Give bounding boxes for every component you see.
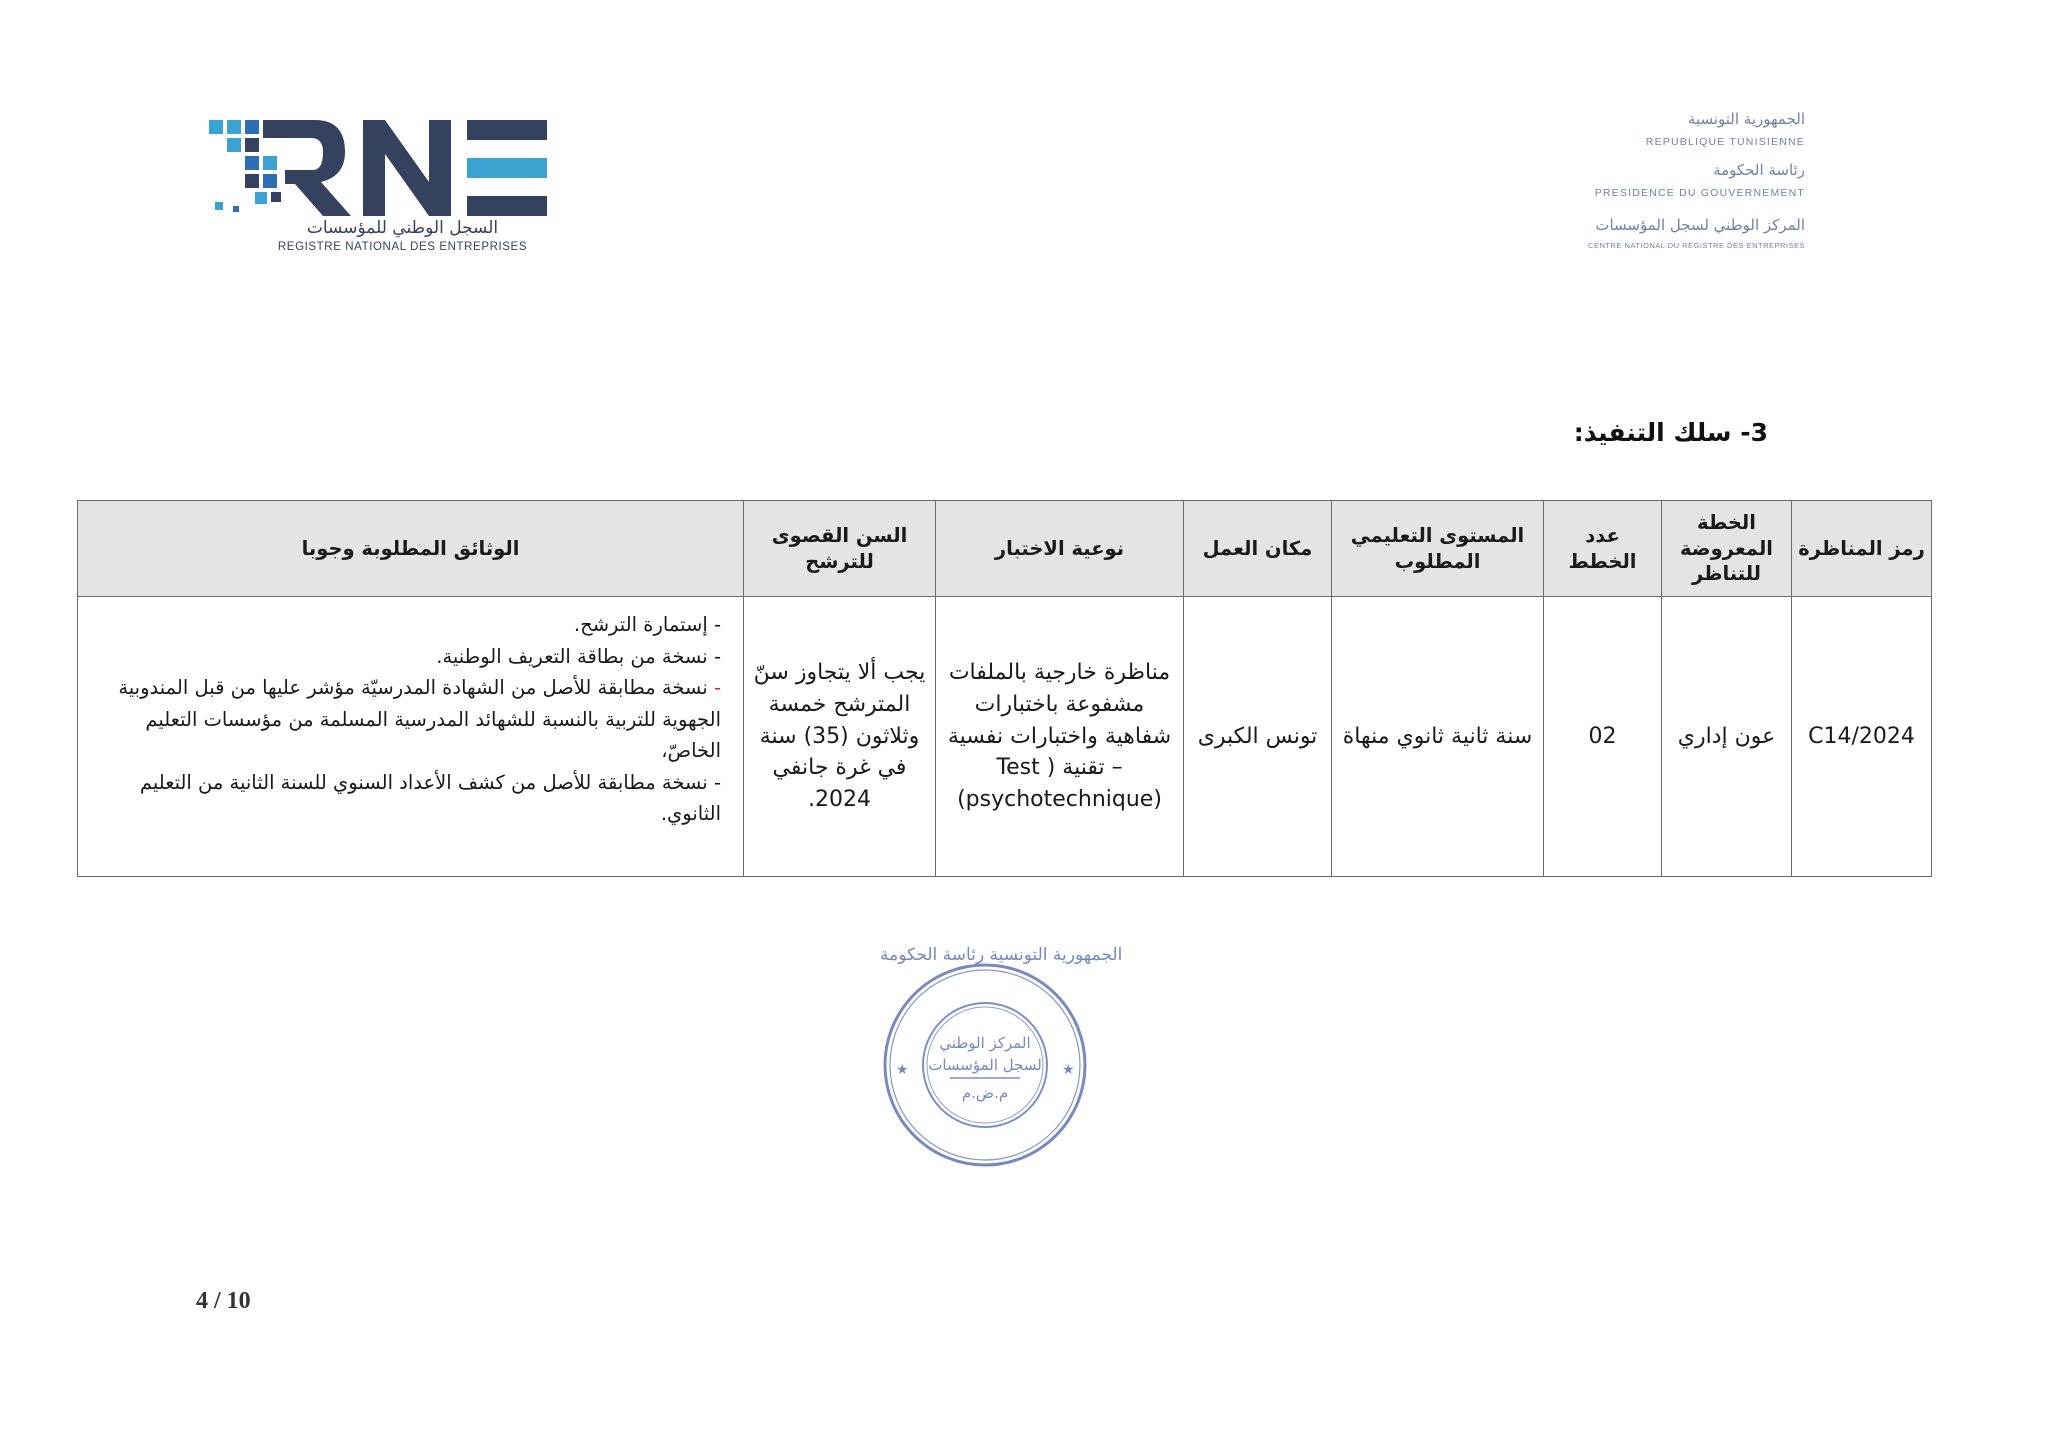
rne-subtitle-ar: السجل الوطني للمؤسسات <box>306 218 499 238</box>
stamp-inner-line2: لسجل المؤسسات <box>928 1056 1042 1074</box>
stamp-inner-line3: م.ض.م <box>961 1084 1009 1102</box>
cell-documents <box>78 597 744 877</box>
document-item <box>100 609 721 641</box>
center-ar: المركز الوطني لسجل المؤسسات <box>1595 216 1805 234</box>
bullet-dash: - <box>707 613 721 636</box>
cell-workplace: تونس الكبرى <box>1184 597 1332 877</box>
table-header-row <box>78 501 1932 597</box>
cell-code: C14/2024 <box>1792 597 1932 877</box>
republic-ar: الجمهورية التونسية <box>1687 110 1805 128</box>
table-row <box>78 597 1932 877</box>
center-fr: CENTRE NATIONAL DU REGISTRE DES ENTREPRISES <box>1588 241 1805 250</box>
stamp-outer-text: الجمهورية التونسية رئاسة الحكومة <box>880 945 1123 965</box>
document-item <box>100 641 721 673</box>
document-text: نسخة مطابقة للأصل من الشهادة المدرسيّة مؤشر عليها من قبل المندوبية الجهوية للتربية بالنسبة للشهائد المدرسية المسلمة من مؤسسات التعليم الخاصّ، <box>118 676 721 763</box>
rne-logo <box>205 110 550 260</box>
presidency-fr: PRESIDENCE DU GOUVERNEMENT <box>1594 187 1805 199</box>
official-stamp <box>880 945 1123 1170</box>
rne-subtitle-fr: REGISTRE NATIONAL DES ENTREPRISES <box>277 241 528 253</box>
bullet-dash: - <box>707 676 721 700</box>
stamp-star-left: ★ <box>896 1062 909 1078</box>
document-item <box>100 767 721 830</box>
header-documents: الوثائق المطلوبة وجوبا <box>78 501 744 597</box>
header-education: المستوى التعليمي المطلوب <box>1332 501 1544 597</box>
section-heading: 3- سلك التنفيذ: <box>1573 418 1768 447</box>
cell-max-age: يجب ألا يتجاوز سنّ المترشح خمسة وثلاثون (35) سنة في غرة جانفي 2024. <box>744 597 936 877</box>
header-test-type: نوعية الاختبار <box>936 501 1184 597</box>
header-count: عدد الخطط <box>1544 501 1662 597</box>
document-text: نسخة مطابقة للأصل من كشف الأعداد السنوي للسنة الثانية من التعليم الثانوي. <box>139 770 721 826</box>
republic-fr: REPUBLIQUE TUNISIENNE <box>1645 136 1805 148</box>
rne-logo-mark <box>205 110 550 220</box>
cell-test-type: مناظرة خارجية بالملفات مشفوعة باختبارات شفاهية واختبارات نفسية – تقنية ( Test (psychotechnique) <box>936 597 1184 877</box>
cell-count: 02 <box>1544 597 1662 877</box>
stamp-inner-line1: المركز الوطني <box>939 1034 1031 1052</box>
header-max-age: السن القصوى للترشح <box>744 501 936 597</box>
bullet-dash: - <box>707 770 721 794</box>
presidency-ar: رئاسة الحكومة <box>1713 161 1805 179</box>
contest-table <box>77 500 1932 877</box>
cell-position: عون إداري <box>1662 597 1792 877</box>
document-text: إستمارة الترشح. <box>573 613 708 636</box>
document-text: نسخة من بطاقة التعريف الوطنية. <box>436 644 708 668</box>
header-workplace: مكان العمل <box>1184 501 1332 597</box>
header-code: رمز المناظرة <box>1792 501 1932 597</box>
document-item <box>100 672 721 767</box>
cell-education: سنة ثانية ثانوي منهاة <box>1332 597 1544 877</box>
page-number: 4 / 10 <box>196 1288 251 1314</box>
header-position: الخطة المعروضة للتناظر <box>1662 501 1792 597</box>
bullet-dash: - <box>707 644 721 668</box>
stamp-star-right: ★ <box>1062 1062 1075 1078</box>
